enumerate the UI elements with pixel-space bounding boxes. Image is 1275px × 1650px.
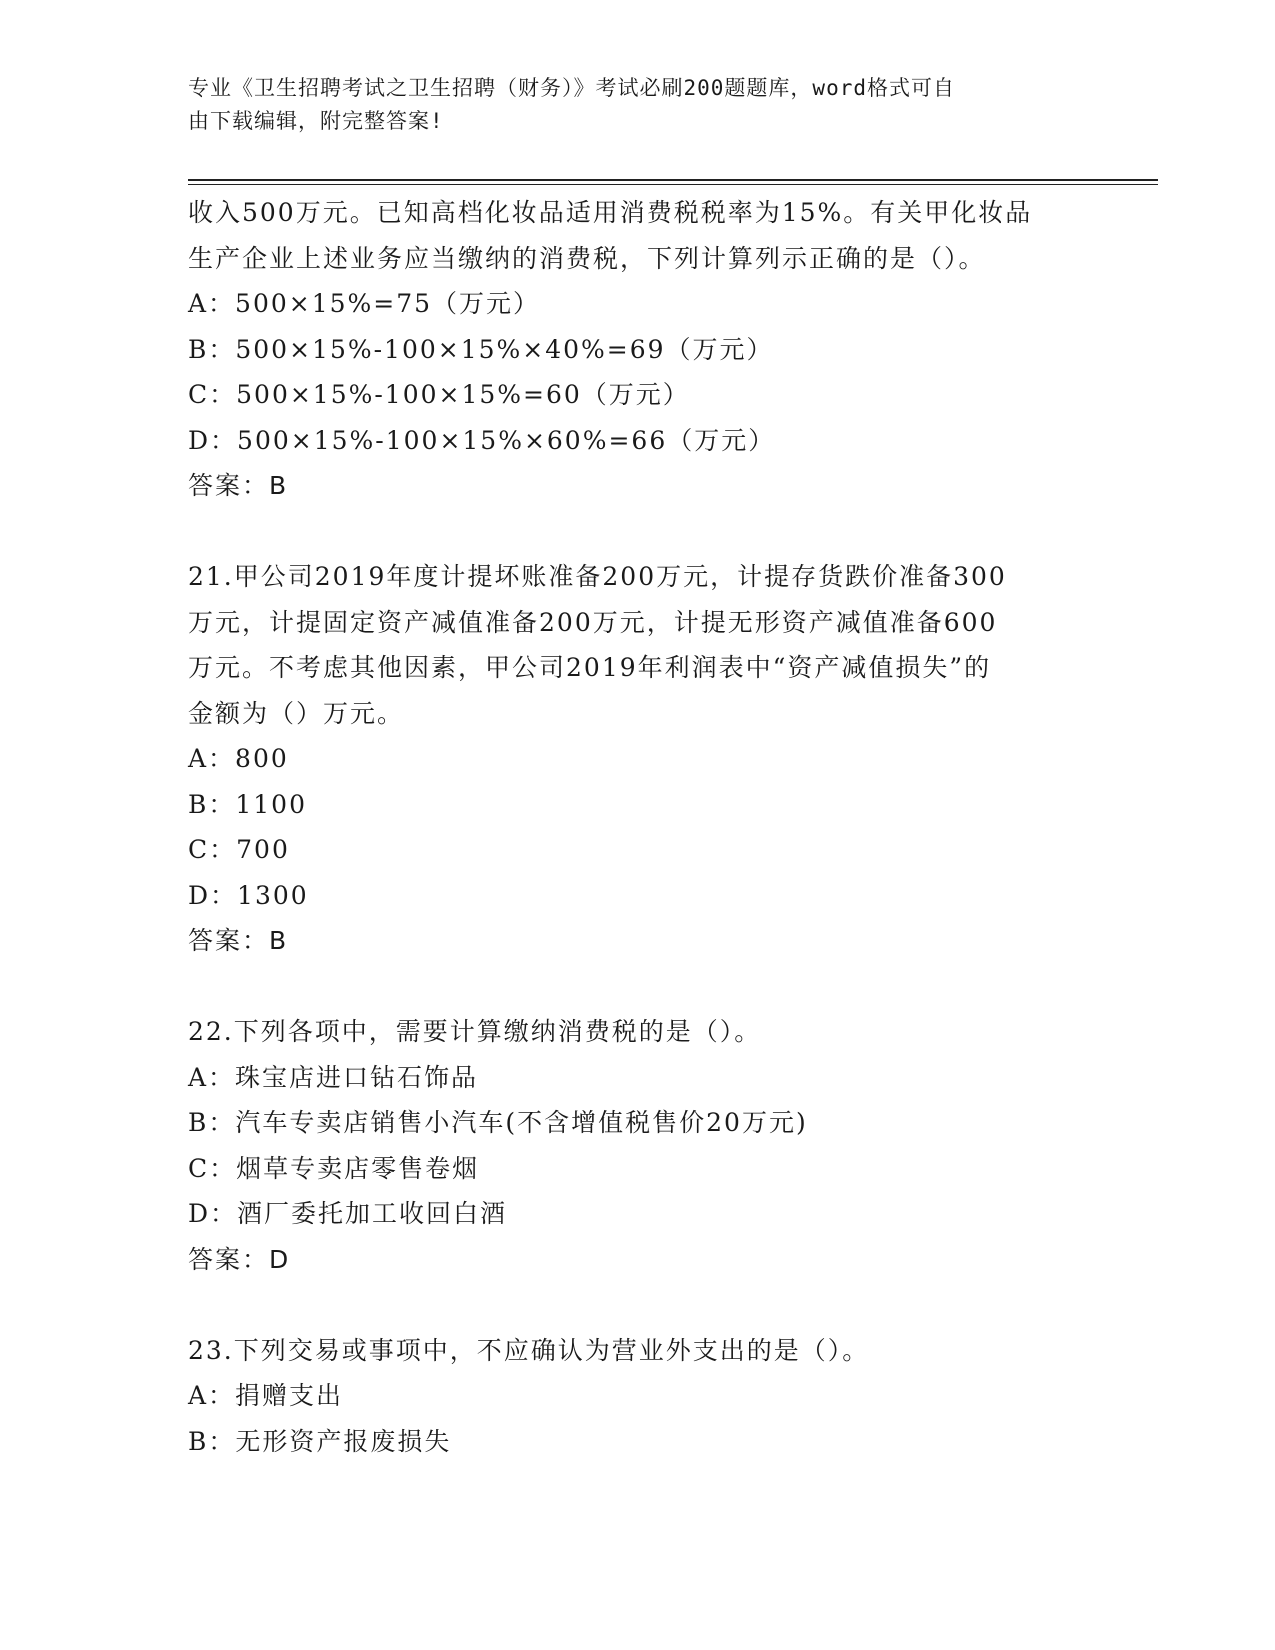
spacer <box>188 964 1088 1010</box>
option-b: B：汽车专卖店销售小汽车(不含增值税售价20万元) <box>188 1108 808 1137</box>
option-c: C：烟草专卖店零售卷烟 <box>188 1153 480 1183</box>
question-21 <box>188 554 1088 964</box>
option-d: D：酒厂委托加工收回白酒 <box>188 1199 508 1228</box>
question-stem-line: 万元，计提固定资产减值准备200万元，计提无形资产减值准备600 <box>188 607 998 637</box>
header-line-1: 专业《卫生招聘考试之卫生招聘（财务）》考试必刷200题题库，word格式可自 <box>188 76 955 100</box>
option-a: A：800 <box>188 744 289 773</box>
question-stem-line: 生产企业上述业务应当缴纳的消费税，下列计算列示正确的是（）。 <box>188 243 986 273</box>
option-b: B：无形资产报废损失 <box>188 1426 452 1456</box>
spacer <box>188 509 1088 555</box>
question-stem-line: 23.下列交易或事项中，不应确认为营业外支出的是（）。 <box>188 1335 870 1365</box>
question-20 <box>188 190 1088 509</box>
question-stem-line: 收入500万元。已知高档化妆品适用消费税税率为15%。有关甲化妆品 <box>188 198 1033 227</box>
answer-line: 答案：D <box>188 1244 291 1274</box>
document-header <box>188 72 1068 138</box>
question-stem-line: 万元。不考虑其他因素，甲公司2019年利润表中“资产减值损失”的 <box>188 653 992 682</box>
option-a: A：珠宝店进口钻石饰品 <box>188 1062 479 1092</box>
spacer <box>188 1282 1088 1328</box>
option-a: A：500×15%=75（万元） <box>188 289 541 318</box>
option-b: B：1100 <box>188 789 307 819</box>
header-divider-thin <box>188 184 1158 185</box>
question-list <box>188 190 1088 1464</box>
option-c: C：500×15%-100×15%=60（万元） <box>188 380 690 409</box>
question-stem-line: 金额为（）万元。 <box>188 698 405 728</box>
option-a: A：捐赠支出 <box>188 1381 344 1410</box>
question-23 <box>188 1328 1088 1465</box>
question-22 <box>188 1009 1088 1282</box>
header-divider-thick <box>188 179 1158 181</box>
option-d: D：500×15%-100×15%×60%=66（万元） <box>188 425 776 455</box>
question-stem-line: 21.甲公司2019年度计提坏账准备200万元，计提存货跌价准备300 <box>188 562 1007 591</box>
answer-line: 答案：B <box>188 471 289 500</box>
option-b: B：500×15%-100×15%×40%=69（万元） <box>188 334 774 364</box>
question-stem-line: 22.下列各项中，需要计算缴纳消费税的是（）。 <box>188 1017 762 1046</box>
option-c: C：700 <box>188 835 290 864</box>
option-d: D：1300 <box>188 880 309 910</box>
answer-line: 答案：B <box>188 926 289 955</box>
header-line-2: 由下载编辑，附完整答案! <box>188 109 444 133</box>
